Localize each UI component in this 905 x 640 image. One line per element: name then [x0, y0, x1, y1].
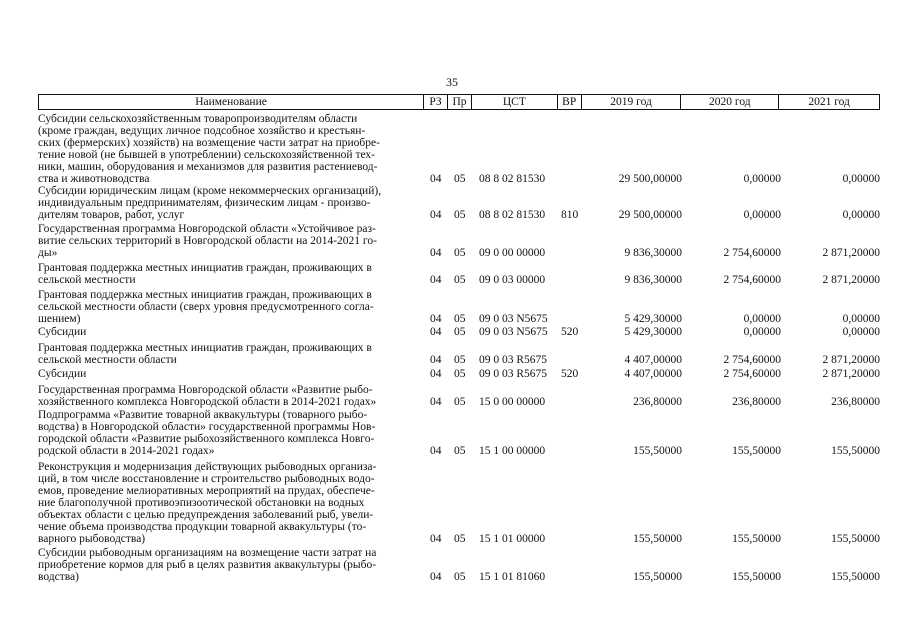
- row-pr: 05: [454, 533, 466, 545]
- row-2019: 29 500,00000: [618, 173, 682, 185]
- header-pr: Пр: [448, 95, 472, 109]
- row-rz: 04: [430, 571, 442, 583]
- row-cst: 15 1 01 81060: [479, 571, 546, 583]
- row-rz: 04: [430, 173, 442, 185]
- row-rz: 04: [430, 209, 442, 221]
- row-name: Подпрограмма «Развитие товарной аквакультуры (товарного рыбо- водства) в Новгородской области» государственной программы Нов- городской области «Развитие рыбохозяйственного комплекса Новго- родской области в 2014-2021 годах»: [38, 409, 376, 457]
- row-rz: 04: [430, 354, 442, 366]
- row-2021: 0,00000: [842, 326, 880, 338]
- row-vr: 520: [561, 368, 579, 380]
- row-name: Субсидии юридическим лицам (кроме некоммерческих организаций), индивидуальным предпринимателям, физическим лицам - произво- дителям товаров, работ, услуг: [38, 185, 382, 221]
- table-row: [38, 113, 880, 185]
- table-row: [38, 368, 880, 380]
- row-2021: 2 871,20000: [822, 368, 880, 380]
- row-2020: 0,00000: [743, 173, 781, 185]
- row-cst: 09 0 03 N5675: [479, 313, 548, 325]
- table-row: [38, 547, 880, 583]
- row-name: Субсидии: [38, 368, 87, 380]
- row-2019: 9 836,30000: [624, 274, 682, 286]
- row-2021: 0,00000: [842, 313, 880, 325]
- row-cst: 15 0 00 00000: [479, 396, 546, 408]
- row-cst: 09 0 03 N5675: [479, 326, 548, 338]
- row-name: Государственная программа Новгородской области «Развитие рыбо- хозяйственного комплекса Новгородской области в 2014-2021 годах»: [38, 384, 377, 408]
- row-cst: 09 0 03 00000: [479, 274, 546, 286]
- row-2019: 4 407,00000: [624, 368, 682, 380]
- row-2020: 155,50000: [732, 533, 781, 545]
- page-number: 35: [446, 75, 458, 89]
- row-name: Субсидии сельскохозяйственным товаропроизводителям области (кроме граждан, ведущих личное подсобное хозяйство и крестьян- ских (фермерских) хозяйств) на возмещение части затрат на приобре- тение новой (не бывшей в употреблении) сельскохозяйственной тех- ники, машин, оборудования и механизмов для развития растениевод- ства и животноводства: [38, 113, 380, 185]
- row-2021: 0,00000: [842, 173, 880, 185]
- row-cst: 08 8 02 81530: [479, 209, 546, 221]
- row-rz: 04: [430, 533, 442, 545]
- row-cst: 15 1 01 00000: [479, 533, 546, 545]
- row-2020: 0,00000: [743, 326, 781, 338]
- row-2021: 2 871,20000: [822, 274, 880, 286]
- row-name: Грантовая поддержка местных инициатив граждан, проживающих в сельской местности области (сверх уровня предусмотренного согла- шением): [38, 289, 374, 325]
- row-name: Грантовая поддержка местных инициатив граждан, проживающих в сельской местности области: [38, 342, 372, 366]
- table-row: [38, 289, 880, 325]
- row-2021: 155,50000: [831, 533, 880, 545]
- row-2020: 236,80000: [732, 396, 781, 408]
- row-2021: 236,80000: [831, 396, 880, 408]
- table-row: [38, 342, 880, 366]
- row-2019: 29 500,00000: [618, 209, 682, 221]
- row-name: Государственная программа Новгородской области «Устойчивое раз- витие сельских территорий в Новгородской области на 2014-2021 го- ды»: [38, 223, 377, 259]
- row-pr: 05: [454, 354, 466, 366]
- row-cst: 08 8 02 81530: [479, 173, 546, 185]
- row-2020: 0,00000: [743, 313, 781, 325]
- row-cst: 15 1 00 00000: [479, 445, 546, 457]
- row-name: Реконструкция и модернизация действующих рыбоводных организа- ций, в том числе восстановление и строительство рыбоводных водо- емов, проведение мелиоративных мероприятий на прудах, обеспече- ние благополучной противоэпизоотической обстановки на водных объектах области с целью предупреждения заболеваний рыб, увели- чение объема производства продукции товарной аквакультуры (то- варного рыбоводства): [38, 461, 377, 545]
- header-2019: 2019 год: [582, 95, 682, 109]
- row-2021: 0,00000: [842, 209, 880, 221]
- row-2020: 2 754,60000: [723, 274, 781, 286]
- table-row: [38, 223, 880, 259]
- row-2021: 2 871,20000: [822, 247, 880, 259]
- table-row: [38, 461, 880, 545]
- row-cst: 09 0 00 00000: [479, 247, 546, 259]
- header-2021: 2021 год: [808, 96, 850, 108]
- row-2020: 2 754,60000: [723, 247, 781, 259]
- row-2019: 236,80000: [633, 396, 682, 408]
- table-row: [38, 326, 880, 338]
- row-name: Грантовая поддержка местных инициатив граждан, проживающих в сельской местности: [38, 262, 372, 286]
- row-cst: 09 0 03 R5675: [479, 354, 548, 366]
- row-rz: 04: [430, 445, 442, 457]
- header-vr: ВР: [558, 95, 582, 109]
- table-row: [38, 409, 880, 457]
- table-row: [38, 384, 880, 408]
- row-2021: 155,50000: [831, 571, 880, 583]
- table-row: [38, 185, 880, 221]
- row-pr: 05: [454, 368, 466, 380]
- row-rz: 04: [430, 396, 442, 408]
- row-pr: 05: [454, 247, 466, 259]
- row-rz: 04: [430, 313, 442, 325]
- row-rz: 04: [430, 274, 442, 286]
- row-pr: 05: [454, 173, 466, 185]
- row-pr: 05: [454, 313, 466, 325]
- row-2019: 4 407,00000: [624, 354, 682, 366]
- row-2021: 155,50000: [831, 445, 880, 457]
- row-cst: 09 0 03 R5675: [479, 368, 548, 380]
- row-2020: 2 754,60000: [723, 368, 781, 380]
- row-rz: 04: [430, 247, 442, 259]
- row-name: Субсидии: [38, 326, 87, 338]
- row-pr: 05: [454, 326, 466, 338]
- row-2019: 155,50000: [633, 571, 682, 583]
- row-pr: 05: [454, 274, 466, 286]
- header-cst: ЦСТ: [472, 95, 558, 109]
- row-2020: 0,00000: [743, 209, 781, 221]
- row-vr: 810: [561, 209, 579, 221]
- header-rz: РЗ: [424, 95, 448, 109]
- row-2020: 155,50000: [732, 445, 781, 457]
- row-vr: 520: [561, 326, 579, 338]
- row-2019: 5 429,30000: [624, 313, 682, 325]
- row-2019: 155,50000: [633, 445, 682, 457]
- header-2020: 2020 год: [681, 95, 779, 109]
- row-rz: 04: [430, 326, 442, 338]
- row-rz: 04: [430, 368, 442, 380]
- table-header: [38, 94, 880, 110]
- table-row: [38, 262, 880, 286]
- row-2019: 9 836,30000: [624, 247, 682, 259]
- row-pr: 05: [454, 209, 466, 221]
- row-2019: 155,50000: [633, 533, 682, 545]
- row-name: Субсидии рыбоводным организациям на возмещение части затрат на приобретение кормов для рыб в целях развития аквакультуры (рыбо- водства): [38, 547, 377, 583]
- header-name: Наименование: [39, 95, 424, 109]
- row-2020: 155,50000: [732, 571, 781, 583]
- row-pr: 05: [454, 571, 466, 583]
- row-pr: 05: [454, 396, 466, 408]
- row-2021: 2 871,20000: [822, 354, 880, 366]
- row-2019: 5 429,30000: [624, 326, 682, 338]
- row-2020: 2 754,60000: [723, 354, 781, 366]
- row-pr: 05: [454, 445, 466, 457]
